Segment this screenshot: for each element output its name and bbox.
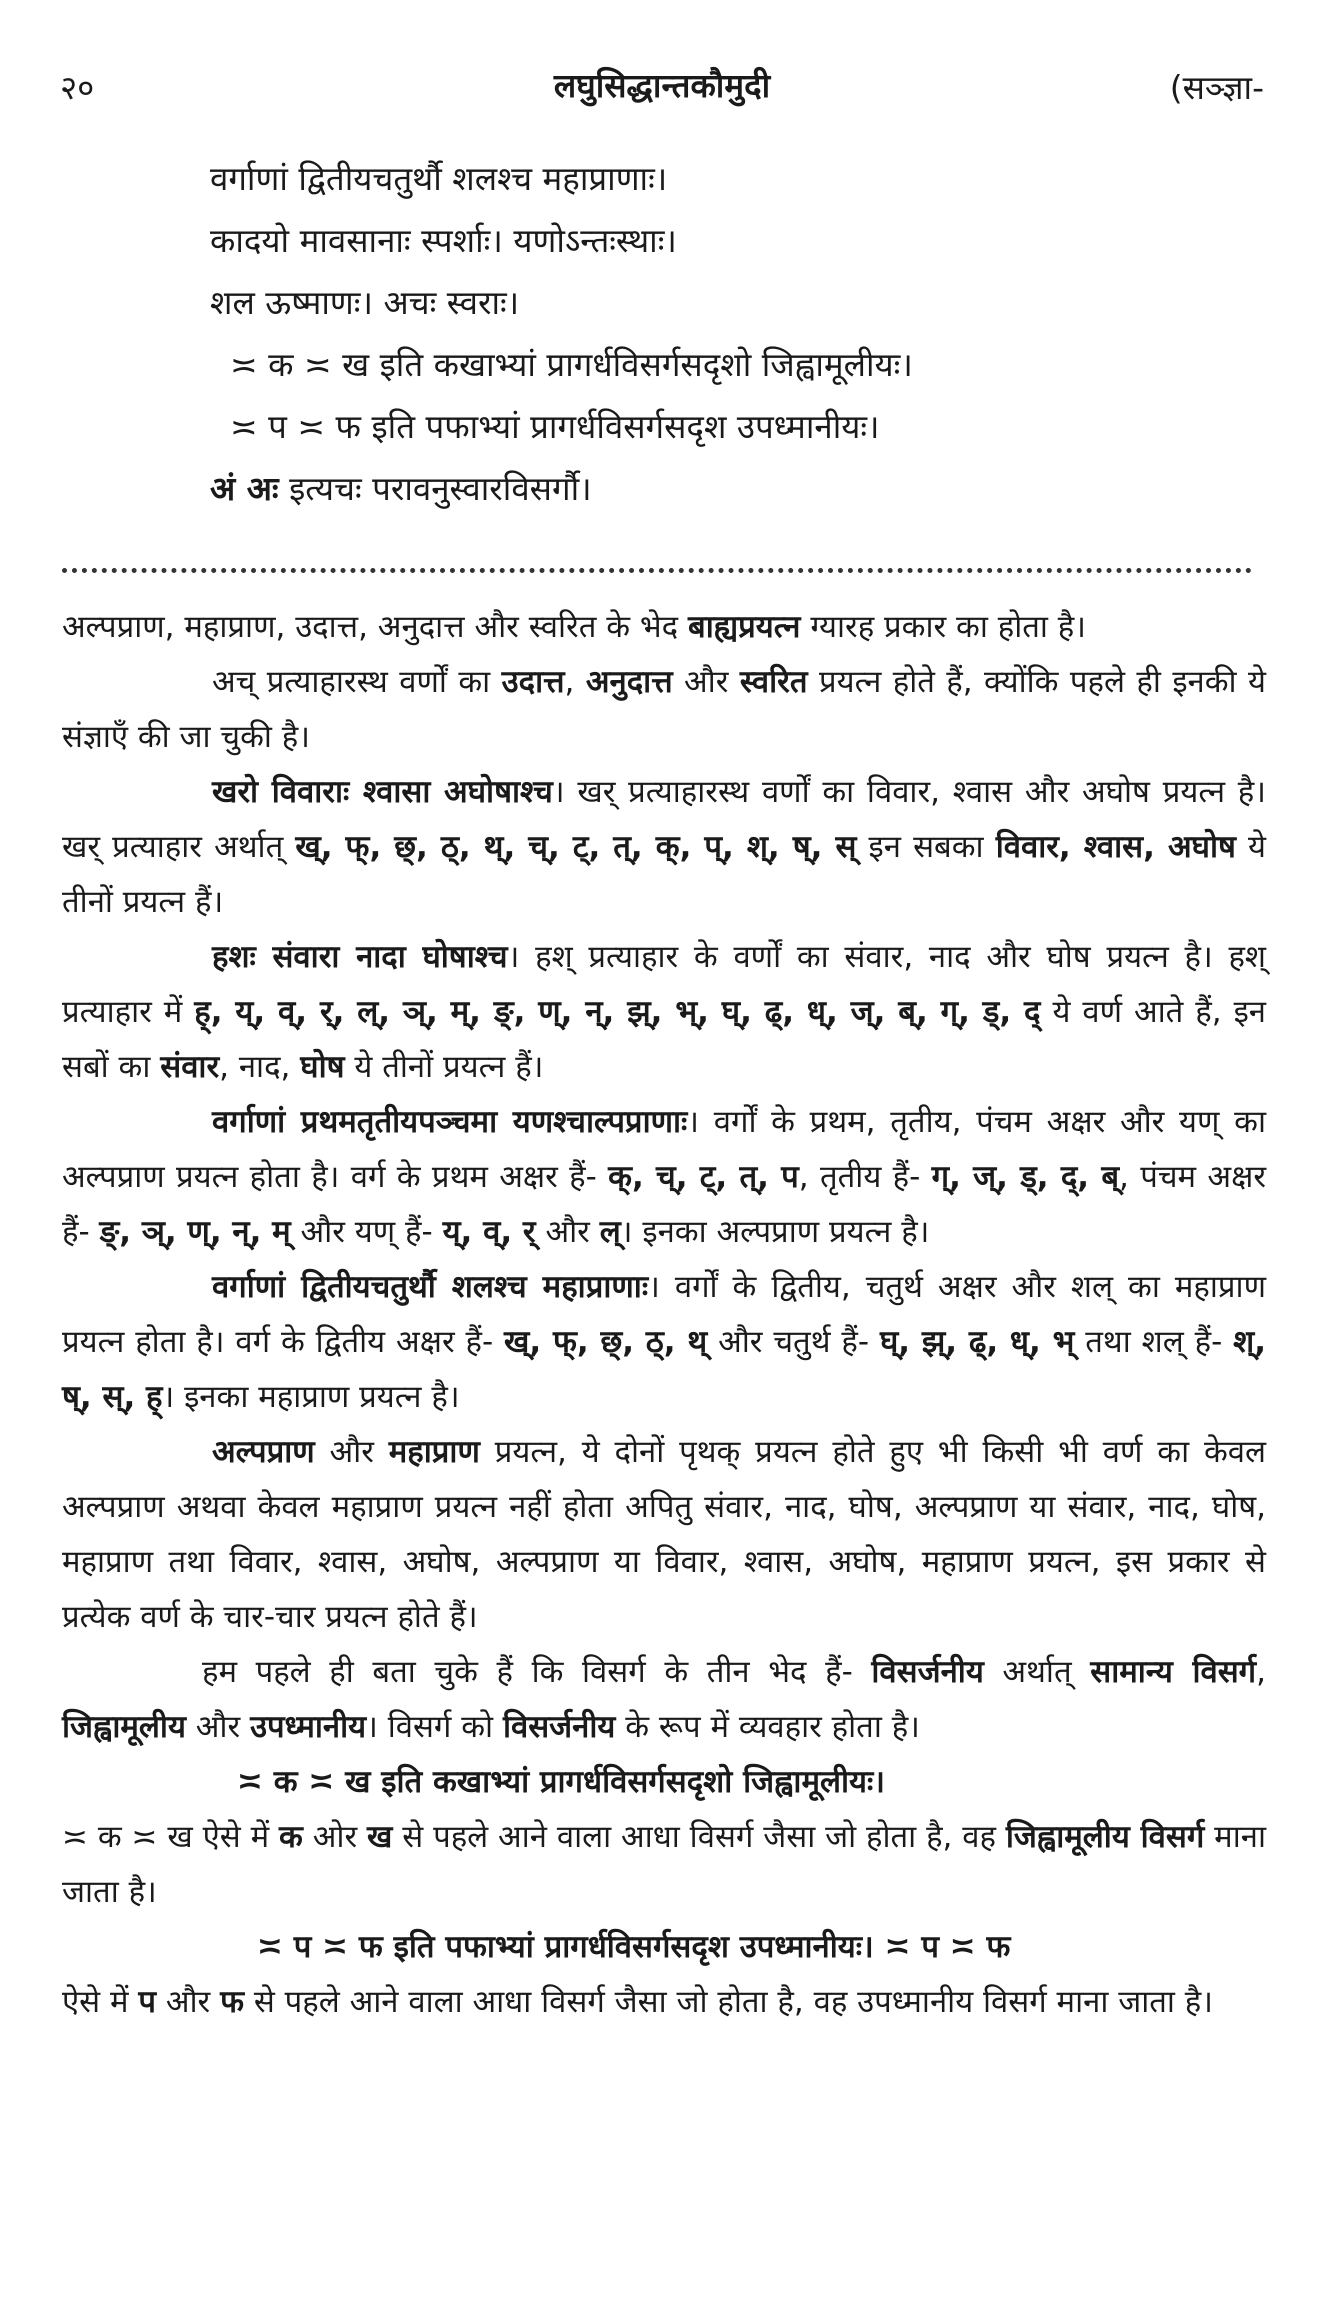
book-title: लघुसिद्धान्तकौमुदी [553,66,771,105]
section-name: (सञ्ज्ञा- [1169,68,1264,107]
page-number: २० [60,68,95,107]
sutra-line: कादयो मावसानाः स्पर्शाः। यणोऽन्तःस्थाः। [210,221,677,260]
sutra-line: वर्गाणां द्वितीयचतुर्थौ शलश्च महाप्राणाः। [210,159,668,198]
paragraph: ≍ क ≍ ख ऐसे में क ओर ख से पहले आने वाला आधा विसर्ग जैसा जो होता है, वह जिह्वामूलीय विसर्ग माना जाता है। [62,1819,1266,1910]
paragraph: वर्गाणां द्वितीयचतुर्थौ शलश्च महाप्राणाः। वर्गों के द्वितीय, चतुर्थ अक्षर और शल् का महाप्राण प्रयत्न होता है। वर्ग के द्वितीय अक्षर हैं- ख्, फ्, छ्, ठ्, थ् और चतुर्थ हैं- घ्, झ्, ढ्, ध्, भ् तथा शल् हैं- श्, ष्, स्, ह्। इनका महाप्राण प्रयत्न है। [62,1269,1266,1415]
dotted-divider [62,568,1252,573]
sutra-line: अं अः इत्यचः परावनुस्वारविसर्गौ। [210,469,592,508]
paragraph: हशः संवारा नादा घोषाश्च। हश् प्रत्याहार के वर्णों का संवार, नाद और घोष प्रयत्न है। हश् प्रत्याहार में ह्, य्, व्, र्, ल्, ञ्, म्, ङ्, ण्, न्, झ्, भ्, घ्, ढ्, ध्, ज्, ब्, ग्, ड्, द् ये वर्ण आते हैं, इन सबों का संवार, नाद, घोष ये तीनों प्रयत्न हैं। [62,939,1267,1085]
paragraph: ऐसे में प और फ से पहले आने वाला आधा विसर्ग जैसा जो होता है, वह उपध्मानीय विसर्ग माना जाता है। [62,1984,1214,2020]
sutra-line: शल ऊष्माणः। अचः स्वराः। [210,283,520,322]
paragraph: अल्पप्राण, महाप्राण, उदात्त, अनुदात्त और स्वरित के भेद बाह्यप्रयत्न ग्यारह प्रकार का होता है। [62,609,1086,645]
commentary-text [62,600,1266,2030]
sutra-line: ≍ प ≍ फ इति पफाभ्यां प्रागर्धविसर्गसदृश उपध्मानीयः। ≍ प ≍ फ [257,1929,1011,1965]
sutra-line: ≍ क ≍ ख इति कखाभ्यां प्रागर्धविसर्गसदृशो जिह्वामूलीयः। [237,1764,886,1800]
paragraph: अल्पप्राण और महाप्राण प्रयत्न, ये दोनों पृथक् प्रयत्न होते हुए भी किसी भी वर्ण का केवल अल्पप्राण अथवा केवल महाप्राण प्रयत्न नहीं होता अपितु संवार, नाद, घोष, अल्पप्राण या संवार, नाद, घोष, महाप्राण तथा विवार, श्वास, अघोष, अल्पप्राण या विवार, श्वास, अघोष, महाप्राण प्रयत्न, इस प्रकार से प्रत्येक वर्ण के चार-चार प्रयत्न होते हैं। [62,1434,1266,1635]
paragraph: खरो विवाराः श्वासा अघोषाश्च। खर् प्रत्याहारस्थ वर्णों का विवार, श्वास और अघोष प्रयत्न है। खर् प्रत्याहार अर्थात् ख्, फ्, छ्, ठ्, थ्, च्, ट्, त्, क्, प्, श्, ष्, स् इन सबका विवार, श्वास, अघोष ये तीनों प्रयत्न हैं। [62,774,1266,920]
page-header [60,58,1264,118]
paragraph: हम पहले ही बता चुके हैं कि विसर्ग के तीन भेद हैं- विसर्जनीय अर्थात् सामान्य विसर्ग, जिह्वामूलीय और उपध्मानीय। विसर्ग को विसर्जनीय के रूप में व्यवहार होता है। [62,1654,1266,1745]
paragraph: अच् प्रत्याहारस्थ वर्णों का उदात्त, अनुदात्त और स्वरित प्रयत्न होते हैं, क्योंकि पहले ही इनकी ये संज्ञाएँ की जा चुकी है। [62,664,1266,755]
sutra-line: ≍ प ≍ फ इति पफाभ्यां प्रागर्धविसर्गसदृश उपध्मानीयः। [230,407,880,446]
sutra-line: ≍ क ≍ ख इति कखाभ्यां प्रागर्धविसर्गसदृशो जिह्वामूलीयः। [230,345,913,384]
paragraph: वर्गाणां प्रथमतृतीयपञ्चमा यणश्चाल्पप्राणाः। वर्गों के प्रथम, तृतीय, पंचम अक्षर और यण् का अल्पप्राण प्रयत्न होता है। वर्ग के प्रथम अक्षर हैं- क्, च्, ट्, त्, प, तृतीय हैं- ग्, ज्, ड्, द्, ब्, पंचम अक्षर हैं- ङ्, ञ्, ण्, न्, म् और यण् हैं- य्, व्, र् और ल्। इनका अल्पप्राण प्रयत्न है। [62,1104,1266,1250]
sutra-block [210,148,1270,520]
